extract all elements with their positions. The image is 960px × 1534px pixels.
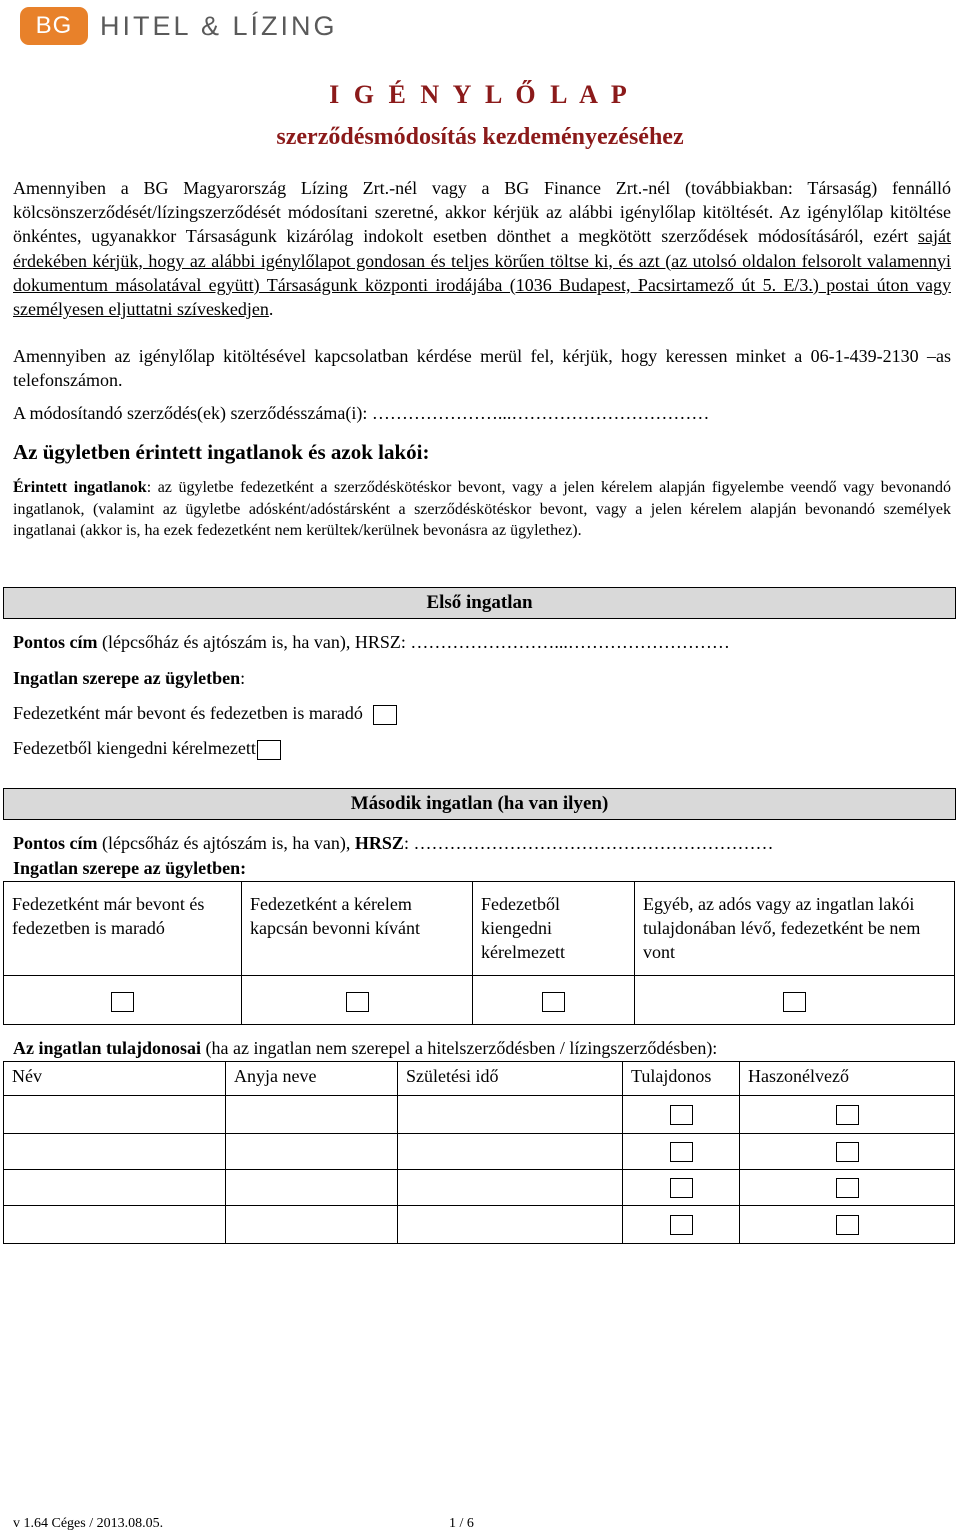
mother-name-input[interactable] — [226, 1170, 398, 1206]
birth-date-input[interactable] — [398, 1096, 623, 1134]
role-cell-1: Fedezetként már bevont és fedezetben is maradó — [4, 882, 242, 976]
footer-page-number: 1 / 6 — [449, 1516, 474, 1531]
mother-name-input[interactable] — [226, 1134, 398, 1170]
section-heading: Az ügyletben érintett ingatlanok és azok lakói: — [13, 440, 430, 464]
usufruct-checkbox[interactable] — [836, 1142, 859, 1162]
contact-paragraph: Amennyiben az igénylőlap kitöltésével kapcsolatban kérdése merül fel, kérjük, hogy keressen minket a 06-1-439-2130 –as telefonszámon. — [13, 346, 951, 391]
intro-end: . — [268, 299, 274, 320]
owners-col-usufruct: Haszonélvező — [740, 1062, 955, 1096]
role-checkbox-row — [4, 976, 955, 1025]
first-property-role-label — [13, 668, 245, 689]
usufruct-cell — [740, 1206, 955, 1244]
logo-badge: BG — [20, 7, 88, 45]
first-property-header: Első ingatlan — [3, 587, 956, 619]
address-label: Pontos cím — [13, 833, 98, 853]
contract-number-field[interactable]: A módosítandó szerződés(ek) szerződésszáma(i): …………………...…………………………… — [13, 403, 710, 423]
role-label-rest: : — [240, 668, 246, 688]
definition-paragraph — [13, 477, 951, 542]
second-property-role-table — [3, 881, 955, 1025]
role-cell-2: Fedezetként a kérelem kapcsán bevonni kívánt — [242, 882, 473, 976]
table-row — [4, 1170, 955, 1206]
role-checkbox-cell — [473, 976, 635, 1025]
role-checkbox-cell — [635, 976, 955, 1025]
table-row — [4, 1206, 955, 1244]
option-1-checkbox[interactable] — [373, 705, 397, 725]
mother-name-input[interactable] — [226, 1206, 398, 1244]
role-3-checkbox[interactable] — [542, 992, 565, 1012]
usufruct-checkbox[interactable] — [836, 1215, 859, 1235]
owner-cell — [623, 1206, 740, 1244]
owner-checkbox[interactable] — [670, 1142, 693, 1162]
company-logo — [20, 6, 338, 46]
footer-version: v 1.64 Céges / 2013.08.05. — [13, 1516, 164, 1531]
birth-date-input[interactable] — [398, 1170, 623, 1206]
owner-cell — [623, 1096, 740, 1134]
owners-col-mother: Anyja neve — [226, 1062, 398, 1096]
owners-col-name: Név — [4, 1062, 226, 1096]
hrsz-label: HRSZ — [354, 833, 404, 853]
role-2-checkbox[interactable] — [346, 992, 369, 1012]
intro-text: Amennyiben a BG Magyarország Lízing Zrt.-nél vagy a BG Finance Zrt.-nél (továbbiakban: Társaság) fennálló kölcsönszerződését/lízingszerződését módosítani szeretné, akkor kérjük az alábbi igénylőlap kitöltését. Az igénylőlap kitöltése önkéntes, ugyanakkor Társaságunk kizárólag indokolt esetben dönthet a megkötött szerződések módosításáról, ezért — [13, 178, 951, 247]
role-1-checkbox[interactable] — [111, 992, 134, 1012]
usufruct-cell — [740, 1170, 955, 1206]
owners-label — [13, 1038, 717, 1059]
address-mid: (lépcsőház és ajtószám is, ha van), — [97, 833, 355, 853]
second-property-address-field[interactable] — [13, 833, 773, 854]
second-property-role-label: Ingatlan szerepe az ügyletben: — [13, 858, 247, 878]
name-input[interactable] — [4, 1134, 226, 1170]
birth-date-input[interactable] — [398, 1134, 623, 1170]
intro-paragraph — [13, 176, 951, 321]
owner-cell — [623, 1134, 740, 1170]
owner-checkbox[interactable] — [670, 1215, 693, 1235]
option-2-label: Fedezetből kiengedni kérelmezett — [13, 738, 256, 758]
option-1-label: Fedezetként már bevont és fedezetben is maradó — [13, 703, 363, 723]
owners-col-owner: Tulajdonos — [623, 1062, 740, 1096]
logo-text: HITEL & LÍZING — [100, 10, 338, 41]
first-property-address-field[interactable] — [13, 632, 730, 653]
role-cell-3: Fedezetből kiengedni kérelmezett — [473, 882, 635, 976]
usufruct-cell — [740, 1096, 955, 1134]
definition-term: Érintett ingatlanok — [13, 479, 147, 496]
address-rest: : …………………………………………………… — [403, 833, 774, 853]
owners-col-birth: Születési idő — [398, 1062, 623, 1096]
role-checkbox-cell — [242, 976, 473, 1025]
role-header-row — [4, 882, 955, 976]
definition-text: : az ügyletbe fedezetként a szerződéskötéskor bevont, vagy a jelen kérelem alapján figyelembe veendő vagy bevonandó ingatlanok, (valamint az ügyletbe adósként/adóstársként a szerződéskötéskor bevont, vagy a jelen kérelem alapján bevonandó személyek ingatlanai (akkor is, ha ezek fedezetként nem kerültek/kerülnek bevonásra az ügylethez). — [13, 479, 951, 539]
role-cell-4: Egyéb, az adós vagy az ingatlan lakói tulajdonában lévő, fedezetként be nem vont — [635, 882, 955, 976]
table-row — [4, 1096, 955, 1134]
form-subtitle: szerződésmódosítás kezdeményezéséhez — [276, 124, 684, 150]
owner-checkbox[interactable] — [670, 1178, 693, 1198]
usufruct-checkbox[interactable] — [836, 1178, 859, 1198]
owners-label-rest: (ha az ingatlan nem szerepel a hitelszerződésben / lízingszerződésben): — [201, 1038, 718, 1058]
owners-table — [3, 1061, 955, 1244]
birth-date-input[interactable] — [398, 1206, 623, 1244]
usufruct-checkbox[interactable] — [836, 1105, 859, 1125]
name-input[interactable] — [4, 1206, 226, 1244]
mother-name-input[interactable] — [226, 1096, 398, 1134]
address-label: Pontos cím — [13, 632, 98, 652]
name-input[interactable] — [4, 1170, 226, 1206]
role-label-bold: Ingatlan szerepe az ügyletben — [13, 668, 241, 688]
second-property-header: Második ingatlan (ha van ilyen) — [3, 788, 956, 820]
intro-underlined-text: saját érdekében kérjük, hogy az alábbi igénylőlapot gondosan és teljes körűen töltse ki, és azt (az utolsó oldalon felsorolt valamennyi dokumentum másolatával együtt) Társaságunk központi irodájába (1036 Budapest, Pacsirtamező út 5. E/3.) postai úton vagy személyesen eljuttatni szíveskedjen — [13, 226, 951, 320]
role-checkbox-cell — [4, 976, 242, 1025]
owner-checkbox[interactable] — [670, 1105, 693, 1125]
first-property-option-2 — [13, 738, 281, 760]
table-row — [4, 1134, 955, 1170]
name-input[interactable] — [4, 1096, 226, 1134]
form-title: I G É N Y L Ő L A P — [329, 80, 631, 109]
owners-header-row — [4, 1062, 955, 1096]
owners-label-bold: Az ingatlan tulajdonosai — [13, 1038, 202, 1058]
usufruct-cell — [740, 1134, 955, 1170]
first-property-option-1 — [13, 703, 397, 725]
address-rest: (lépcsőház és ajtószám is, ha van), HRSZ: ……………………...……………………… — [97, 632, 730, 652]
option-2-checkbox[interactable] — [257, 740, 281, 760]
owner-cell — [623, 1170, 740, 1206]
role-4-checkbox[interactable] — [783, 992, 806, 1012]
